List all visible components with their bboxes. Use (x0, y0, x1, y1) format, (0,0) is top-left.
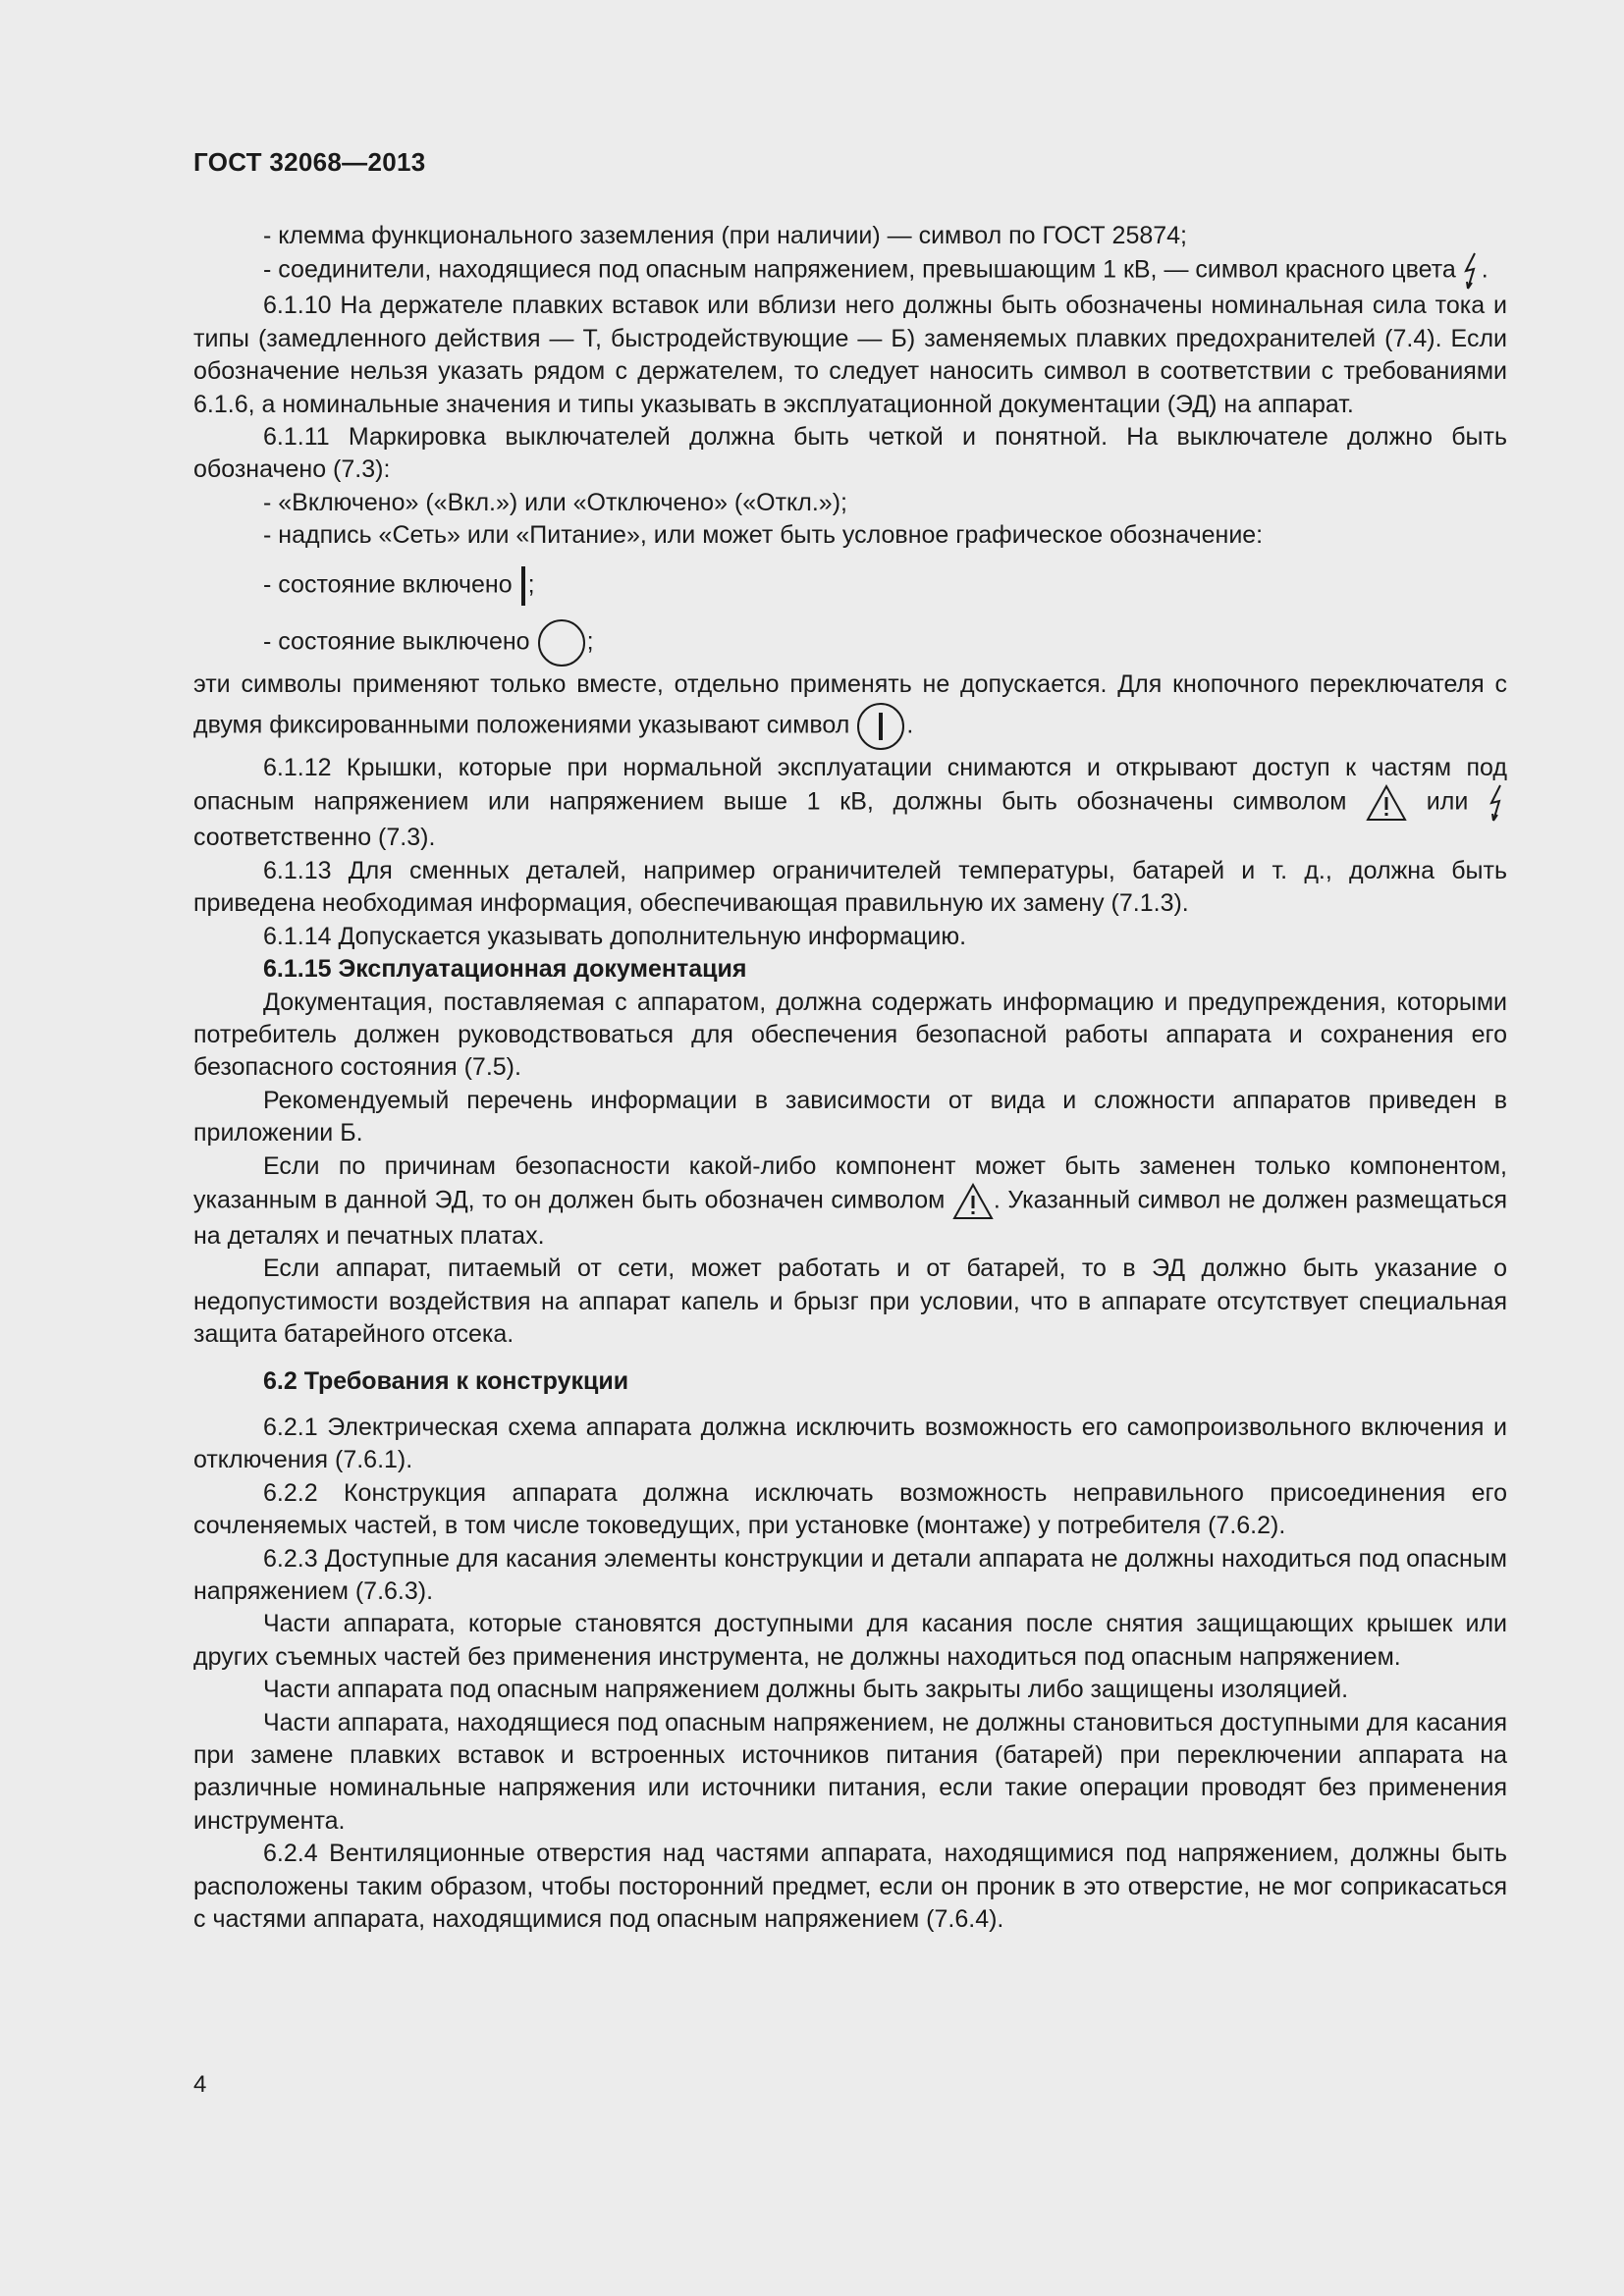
lightning-icon (1462, 252, 1482, 290)
list-item (193, 564, 1507, 608)
page-number: 4 (193, 2071, 207, 2098)
paragraph-accessible-parts: Части аппарата, которые становятся доступными для касания после снятия защищающих крышек или других съемных частей без применения инструмента, не должны находиться под опасным напряжением. (193, 1610, 1507, 1671)
paragraph-text: 6.1.12 Крышки, которые при нормальной эксплуатации снимаются и открывают доступ к частям под опасным напряжением или напряжением выше 1 кВ, должны быть обозначены символом (193, 754, 1507, 817)
list-text: - состояние выключено (263, 627, 530, 656)
power-off-icon (536, 617, 587, 668)
heading-6-1-15: 6.1.15 Эксплуатационная документация (263, 955, 747, 984)
heading-6-2: 6.2 Требования к конструкции (263, 1366, 629, 1395)
paragraph-6-2-3: 6.2.3 Доступные для касания элементы конструкции и детали аппарата не должны находиться под опасным напряжением (7.6.3). (193, 1544, 1507, 1605)
paragraph-6-1-11: 6.1.11 Маркировка выключателей должна быть четкой и понятной. На выключателе должно быть обозначено (7.3): (193, 423, 1507, 484)
list-item (193, 617, 1507, 668)
list-item (193, 252, 1507, 290)
list-item: - клемма функционального заземления (при наличии) — символ по ГОСТ 25874; (263, 222, 1188, 249)
standard-header: ГОСТ 32068—2013 (193, 147, 426, 177)
paragraph-text-end: . Указанный символ не должен размещаться на деталях и печатных платах. (193, 1186, 1507, 1250)
warning-icon (1366, 784, 1407, 822)
list-item: - «Включено» («Вкл.») или «Отключено» («Откл.»); (263, 488, 847, 516)
paragraph-fuse-replacement: Части аппарата, находящиеся под опасным напряжением, не должны становиться доступными для касания при замене плавких вставок и встроенных источников питания (батарей) при переключении аппарата на различные номинальные напряжения или источники питания, если такие операции проводят без применения инструмента. (193, 1708, 1507, 1835)
on-off-icon (855, 701, 906, 752)
power-on-icon (518, 564, 528, 608)
paragraph-recommended-list: Рекомендуемый перечень информации в зависимости от вида и сложности аппаратов приведен в приложении Б. (193, 1086, 1507, 1148)
lightning-icon (1488, 784, 1507, 822)
list-text-end: . (1481, 256, 1489, 285)
list-text: - соединители, находящиеся под опасным напряжением, превышающим 1 кВ, — символ красного цвета (263, 256, 1456, 285)
paragraph-6-1-13: 6.1.13 Для сменных деталей, например ограничителей температуры, батарей и т. д., должна быть приведена необходимая информация, обеспечивающая правильную их замену (7.1.3). (193, 856, 1507, 918)
paragraph-text-or: или (1426, 788, 1469, 817)
paragraph-text-end: соответственно (7.3). (193, 824, 436, 852)
paragraph-safety-component (193, 1150, 1507, 1254)
list-text-end: ; (527, 570, 535, 599)
paragraph-6-2-2: 6.2.2 Конструкция аппарата должна исключать возможность неправильного присоединения его сочленяемых частей, в том числе токоведущих, при установке (монтаже) у потребителя (7.6.2). (193, 1478, 1507, 1540)
paragraph-text: Если по причинам безопасности какой-либо компонент может быть заменен только компонентом, указанным в данной ЭД, то он должен быть обозначен символом (193, 1151, 1507, 1214)
list-text-end: ; (586, 627, 594, 656)
paragraph-insulation: Части аппарата под опасным напряжением должны быть закрыты либо защищены изоляцией. (263, 1676, 1349, 1704)
warning-icon (952, 1183, 994, 1220)
paragraph-6-1-14: 6.1.14 Допускается указывать дополнительную информацию. (263, 922, 967, 950)
paragraph-6-1-12 (193, 752, 1507, 855)
paragraph-documentation: Документация, поставляемая с аппаратом, должна содержать информацию и предупреждения, которыми потребитель должен руководствоваться для обеспечения безопасной работы аппарата и сохранения его безопасного состояния (7.5). (193, 988, 1507, 1082)
document-body (193, 220, 1507, 1936)
paragraph-6-2-1: 6.2.1 Электрическая схема аппарата должна исключить возможность его самопроизвольного включения и отключения (7.6.1). (193, 1413, 1507, 1474)
paragraph-symbols (193, 668, 1507, 752)
paragraph-6-1-10: 6.1.10 На держателе плавких вставок или вблизи него должны быть обозначены номинальная сила тока и типы (замедленного действия — Т, быстродействующие — Б) заменяемых плавких предохранителей (7.4). Если обозначение нельзя указать рядом с держателем, то следует наносить символ в соответствии с требованиями 6.1.6, а номинальные значения и типы указывать в эксплуатационной документации (ЭД) на аппарат. (193, 292, 1507, 418)
list-item: - надпись «Сеть» или «Питание», или может быть условное графическое обозначение: (263, 521, 1264, 550)
paragraph-text-end: . (906, 711, 914, 739)
paragraph-battery: Если аппарат, питаемый от сети, может работать и от батарей, то в ЭД должно быть указание о недопустимости воздействия на аппарат капель и брызг при условии, что в аппарате отсутствует специальная защита батарейного отсека. (193, 1255, 1507, 1349)
paragraph-6-2-4: 6.2.4 Вентиляционные отверстия над частями аппарата, находящимися под напряжением, должны быть расположены таким образом, чтобы посторонний предмет, если он проник в это отверстие, не мог соприкасаться с частями аппарата, находящимися под опасным напряжением (7.6.4). (193, 1840, 1507, 1934)
list-text: - состояние включено (263, 570, 513, 599)
paragraph-text: эти символы применяют только вместе, отдельно применять не допускается. Для кнопочного переключателя с двумя фиксированными положениями указывают символ (193, 669, 1507, 739)
